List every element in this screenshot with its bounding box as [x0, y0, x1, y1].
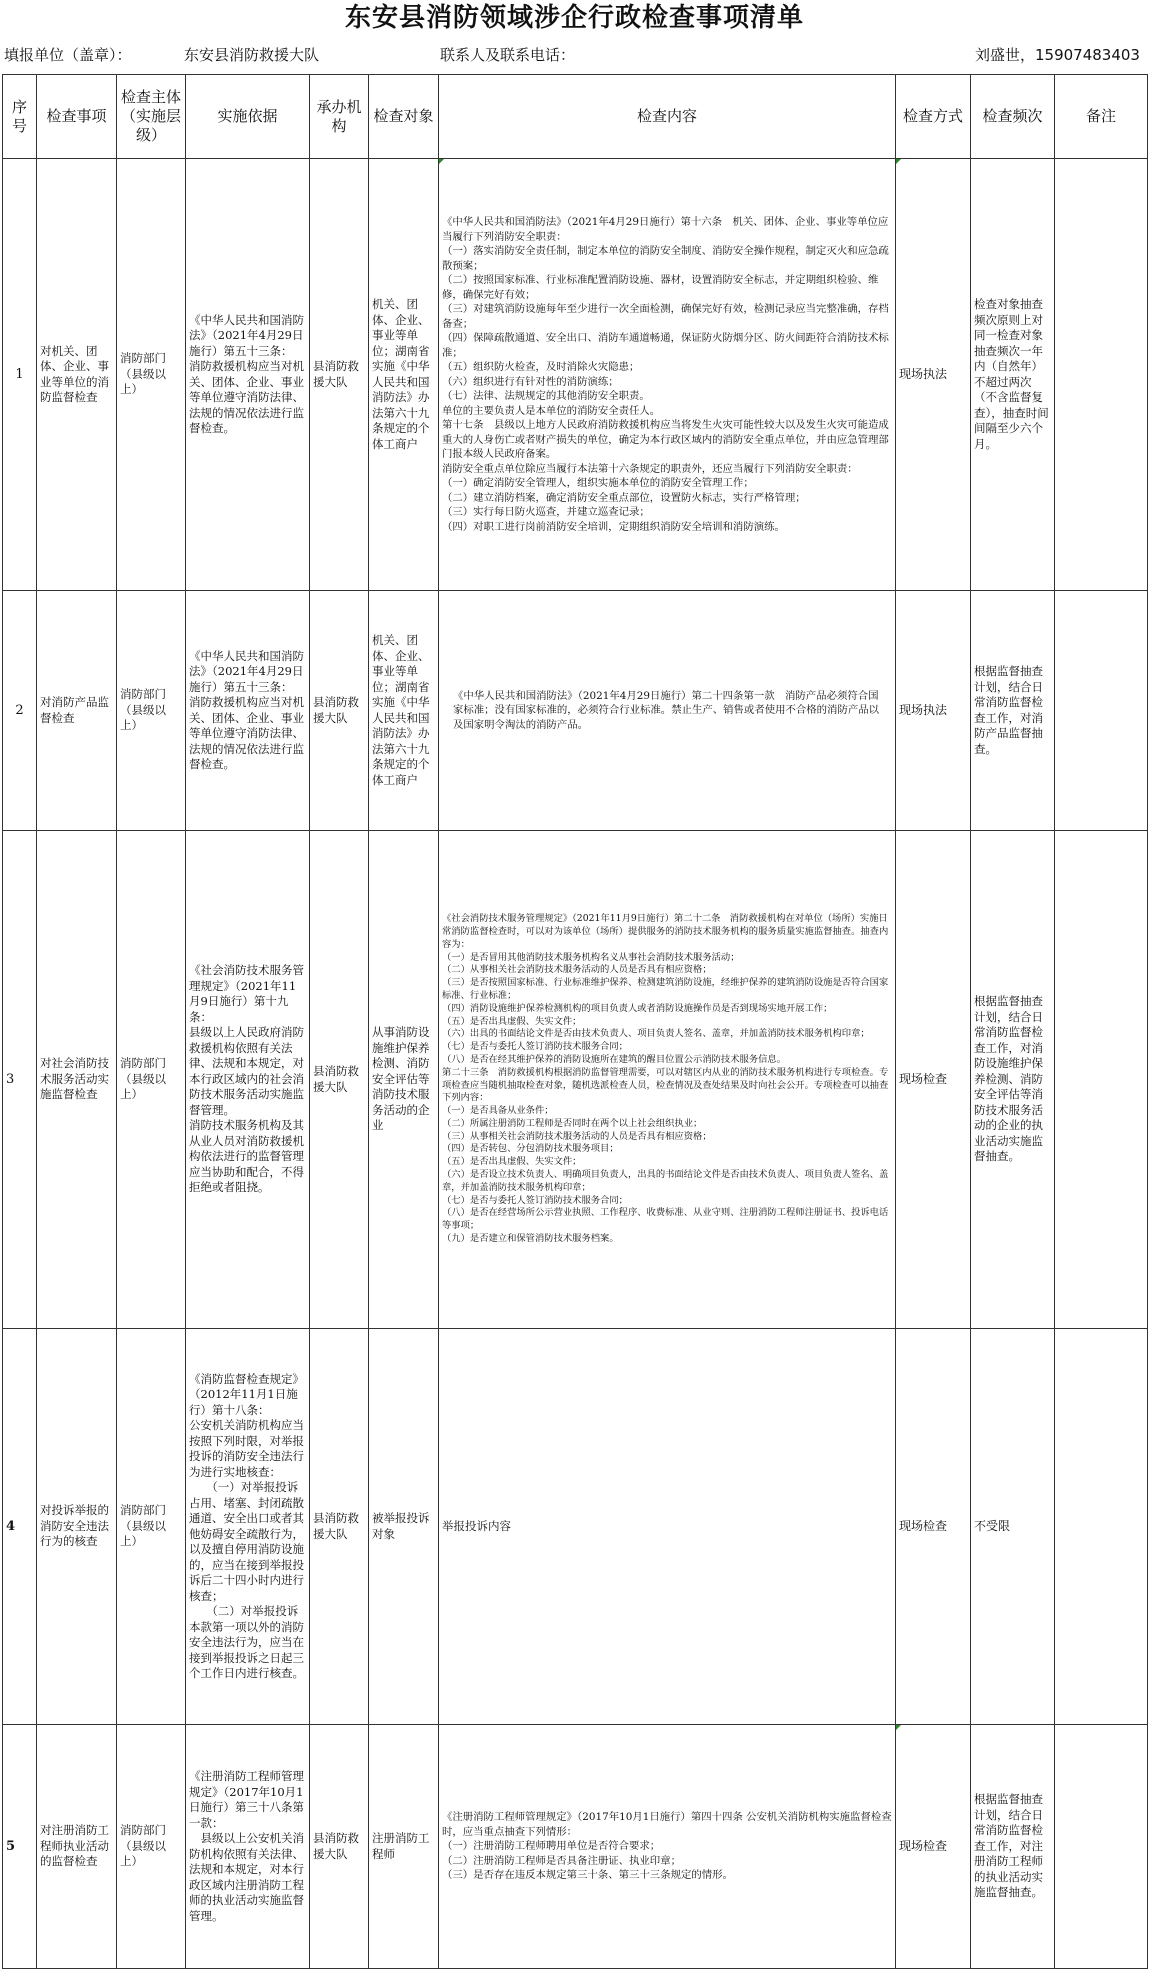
cell-item: 对机关、团体、企业、事业等单位的消防监督检查 [37, 159, 117, 591]
cell-org: 县消防救援大队 [310, 591, 369, 831]
header-note: 备注 [1055, 75, 1148, 159]
cell-method: 现场检查 [896, 1329, 971, 1725]
cell-basis: 《社会消防技术服务管理规定》（2021年11月9日施行）第十九条： 县级以上人民政府消防救援机构依照有关法律、法规和本规定，对本行政区域内的社会消防技术服务活动实施监督管理。 消防技术服务机构及其从业人员对消防救援机构依法进行的监督管理应当协助和配合，不得拒绝或者阻挠。 [186, 831, 310, 1329]
cell-method: 现场检查 [896, 831, 971, 1329]
table-row [3, 591, 1148, 831]
cell-frequency: 不受限 [971, 1329, 1055, 1725]
cell-no: 2 [3, 591, 37, 831]
header-org: 承办机构 [310, 75, 369, 159]
cell-target: 注册消防工程师 [369, 1725, 439, 1969]
cell-frequency: 检查对象抽查频次原则上对同一检查对象抽查频次一年内（自然年）不超过两次（不含监督复查），抽查时间间隔至少六个月。 [971, 159, 1055, 591]
cell-note [1055, 1329, 1148, 1725]
cell-content: 《社会消防技术服务管理规定》（2021年11月9日施行）第二十二条 消防救援机构在对单位（场所）实施日常消防监督检查时，可以对为该单位（场所）提供服务的消防技术服务机构的服务质量实施监督抽查。抽查内容为： （一）是否冒用其他消防技术服务机构名义从事社会消防技术服务活动； （二）从事相关社会消防技术服务活动的人员是否具有相应资格； （三）是否按照国家标准、行业标准维护保养、检测建筑消防设施，经维护保养的建筑消防设施是否符合国家标准、行业标准； （四）消防设施维护保养检测机构的项目负责人或者消防设施操作员是否到现场实地开展工作； （五）是否出具虚假、失实文件； （六）出具的书面结论文件是否由技术负责人、项目负责人签名、盖章，并加盖消防技术服务机构印章； （七）是否与委托人签订消防技术服务合同； （八）是否在经其维护保养的消防设施所在建筑的醒目位置公示消防技术服务信息。 第二十三条 消防救援机构根据消防监督管理需要，可以对辖区内从业的消防技术服务机构进行专项检查。专项检查应当随机抽取检查对象，随机选派检查人员，检查情况及查处结果及时向社会公开。专项检查可以抽查下列内容： （一）是否具备从业条件； （二）所属注册消防工程师是否同时在两个以上社会组织执业； （三）从事相关社会消防技术服务活动的人员是否具有相应资格； （四）是否转包、分包消防技术服务项目； （五）是否出具虚假、失实文件； （六）是否设立技术负责人、明确项目负责人，出具的书面结论文件是否由技术负责人、项目负责人签名、盖章，并加盖消防技术服务机构印章； （七）是否与委托人签订消防技术服务合同； （八）是否在经营场所公示营业执照、工作程序、收费标准、从业守则、注册消防工程师注册证书、投诉电话等事项； （九）是否建立和保管消防技术服务档案。 [439, 831, 896, 1329]
cell-method: 现场检查 [896, 1725, 971, 1969]
cell-subject: 消防部门（县级以上） [117, 591, 186, 831]
table-row [3, 159, 1148, 591]
cell-org: 县消防救援大队 [310, 159, 369, 591]
header-item: 检查事项 [37, 75, 117, 159]
table-row [3, 1725, 1148, 1969]
cell-no: 3 [3, 831, 37, 1329]
cell-basis: 《消防监督检查规定》（2012年11月1日施行）第十八条： 公安机关消防机构应当按照下列时限，对举报投诉的消防安全违法行为进行实地核查： （一）对举报投诉占用、堵塞、封闭疏散通道、安全出口或者其他妨碍安全疏散行为，以及擅自停用消防设施的，应当在接到举报投诉后二十四小时内进行核查； （二）对举报投诉本款第一项以外的消防安全违法行为，应当在接到举报投诉之日起三个工作日内进行核查。 [186, 1329, 310, 1725]
cell-target: 机关、团体、企业、事业等单位；湖南省实施《中华人民共和国消防法》办法第六十九条规定的个体工商户 [369, 159, 439, 591]
cell-note [1055, 591, 1148, 831]
cell-frequency: 根据监督抽查计划，结合日常消防监督检查工作，对注册消防工程师的执业活动实施监督抽查。 [971, 1725, 1055, 1969]
cell-no: 4 [3, 1329, 37, 1725]
cell-note [1055, 1725, 1148, 1969]
cell-method: 现场执法 [896, 591, 971, 831]
cell-note [1055, 831, 1148, 1329]
cell-no: 1 [3, 159, 37, 591]
header-method: 检查方式 [896, 75, 971, 159]
cell-content: 《注册消防工程师管理规定》（2017年10月1日施行）第四十四条 公安机关消防机构实施监督检查时，应当重点抽查下列情形： （一）注册消防工程师聘用单位是否符合要求； （二）注册消防工程师是否具备注册证、执业印章； （三）是否存在违反本规定第三十条、第三十三条规定的情形。 [439, 1725, 896, 1969]
header-subject: 检查主体（实施层级） [117, 75, 186, 159]
table-row [3, 1329, 1148, 1725]
header-basis: 实施依据 [186, 75, 310, 159]
unit-label: 填报单位（盖章）： [4, 46, 132, 64]
contact-label: 联系人及联系电话： [440, 46, 576, 64]
unit-value: 东安县消防救援大队 [184, 46, 320, 64]
cell-item: 对社会消防技术服务活动实施监督检查 [37, 831, 117, 1329]
cell-subject: 消防部门（县级以上） [117, 1725, 186, 1969]
table-row [3, 831, 1148, 1329]
inspection-table [2, 74, 1148, 1969]
cell-item: 对注册消防工程师执业活动的监督检查 [37, 1725, 117, 1969]
cell-content: 《中华人民共和国消防法》（2021年4月29日施行）第十六条 机关、团体、企业、事业等单位应当履行下列消防安全职责： （一）落实消防安全责任制，制定本单位的消防安全制度、消防安全操作规程，制定灭火和应急疏散预案； （二）按照国家标准、行业标准配置消防设施、器材，设置消防安全标志，并定期组织检验、维修，确保完好有效； （三）对建筑消防设施每年至少进行一次全面检测，确保完好有效，检测记录应当完整准确，存档备查； （四）保障疏散通道、安全出口、消防车通道畅通，保证防火防烟分区、防火间距符合消防技术标准； （五）组织防火检查，及时消除火灾隐患； （六）组织进行有针对性的消防演练； （七）法律、法规规定的其他消防安全职责。 单位的主要负责人是本单位的消防安全责任人。 第十七条 县级以上地方人民政府消防救援机构应当将发生火灾可能性较大以及发生火灾可能造成重大的人身伤亡或者财产损失的单位，确定为本行政区域内的消防安全重点单位，并由应急管理部门报本级人民政府备案。 消防安全重点单位除应当履行本法第十六条规定的职责外，还应当履行下列消防安全职责： （一）确定消防安全管理人，组织实施本单位的消防安全管理工作； （二）建立消防档案，确定消防安全重点部位，设置防火标志，实行严格管理； （三）实行每日防火巡查，并建立巡查记录； （四）对职工进行岗前消防安全培训，定期组织消防安全培训和消防演练。 [439, 159, 896, 591]
cell-target: 被举报投诉对象 [369, 1329, 439, 1725]
cell-content: 《中华人民共和国消防法》（2021年4月29日施行）第二十四条第一款 消防产品必须符合国家标准；没有国家标准的，必须符合行业标准。禁止生产、销售或者使用不合格的消防产品以及国家明令淘汰的消防产品。 [439, 591, 896, 831]
cell-basis: 《中华人民共和国消防法》（2021年4月29日施行）第五十三条： 消防救援机构应当对机关、团体、企业、事业等单位遵守消防法律、法规的情况依法进行监督检查。 [186, 159, 310, 591]
header-no: 序号 [3, 75, 37, 159]
header-row [3, 75, 1148, 159]
cell-target: 机关、团体、企业、事业等单位；湖南省实施《中华人民共和国消防法》办法第六十九条规定的个体工商户 [369, 591, 439, 831]
header-content: 检查内容 [439, 75, 896, 159]
cell-content: 举报投诉内容 [439, 1329, 896, 1725]
cell-item: 对消防产品监督检查 [37, 591, 117, 831]
contact-value: 刘盛世，15907483403 [975, 46, 1140, 64]
cell-no: 5 [3, 1725, 37, 1969]
cell-org: 县消防救援大队 [310, 831, 369, 1329]
cell-target: 从事消防设施维护保养检测、消防安全评估等消防技术服务活动的企业 [369, 831, 439, 1329]
cell-item: 对投诉举报的消防安全违法行为的核查 [37, 1329, 117, 1725]
cell-note [1055, 159, 1148, 591]
cell-subject: 消防部门（县级以上） [117, 159, 186, 591]
cell-frequency: 根据监督抽查计划，结合日常消防监督检查工作，对消防设施维护保养检测、消防安全评估等消防技术服务活动的企业的执业活动实施监督抽查。 [971, 831, 1055, 1329]
cell-basis: 《中华人民共和国消防法》（2021年4月29日施行）第五十三条： 消防救援机构应当对机关、团体、企业、事业等单位遵守消防法律、法规的情况依法进行监督检查。 [186, 591, 310, 831]
cell-subject: 消防部门（县级以上） [117, 831, 186, 1329]
cell-method: 现场执法 [896, 159, 971, 591]
cell-org: 县消防救援大队 [310, 1329, 369, 1725]
header-target: 检查对象 [369, 75, 439, 159]
header-frequency: 检查频次 [971, 75, 1055, 159]
cell-basis: 《注册消防工程师管理规定》（2017年10月1日施行）第三十八条第一款： 县级以上公安机关消防机构依照有关法律、法规和本规定，对本行政区域内注册消防工程师的执业活动实施监督管理。 [186, 1725, 310, 1969]
page-title: 东安县消防领域涉企行政检查事项清单 [344, 3, 804, 33]
cell-subject: 消防部门（县级以上） [117, 1329, 186, 1725]
cell-org: 县消防救援大队 [310, 1725, 369, 1969]
cell-frequency: 根据监督抽查计划，结合日常消防监督检查工作，对消防产品监督抽查。 [971, 591, 1055, 831]
